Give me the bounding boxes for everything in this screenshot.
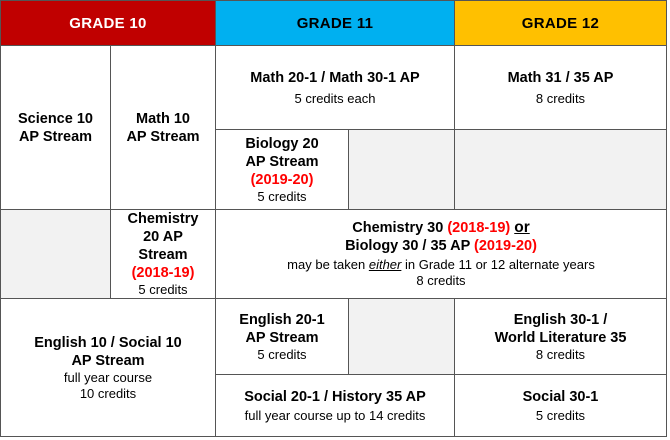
english-10-social-10-cell xyxy=(0,298,216,437)
math-31-cell xyxy=(454,45,667,130)
empty-cell-grade10 xyxy=(0,209,111,299)
grade-11-header xyxy=(215,0,455,46)
social-20-credits: full year course up to 14 credits xyxy=(244,407,426,423)
english-30-credits: 8 credits xyxy=(535,346,586,362)
math-20-title: Math 20-1 / Math 30-1 AP xyxy=(250,69,420,86)
note-either: either xyxy=(368,257,402,272)
social-20-cell xyxy=(215,374,455,437)
english-10-title: English 10 / Social 10 xyxy=(34,334,182,351)
science-10-title: Science 10 xyxy=(18,110,93,127)
chemistry-20-credits: 5 credits xyxy=(138,282,188,297)
math-10-stream: AP Stream xyxy=(126,128,200,145)
social-30-credits: 5 credits xyxy=(535,407,586,423)
english-20-cell xyxy=(215,298,349,375)
biology-20-cell xyxy=(215,129,349,210)
chemistry-30-credits: 8 credits xyxy=(416,273,466,288)
social-30-title: Social 30-1 xyxy=(522,388,599,405)
chemistry-20-title-1: Chemistry xyxy=(127,211,199,227)
grade-12-label: GRADE 12 xyxy=(521,14,600,32)
english-10-stream: AP Stream xyxy=(71,352,145,369)
english-10-duration: full year course xyxy=(63,369,153,385)
math-31-title: Math 31 / 35 AP xyxy=(507,69,614,86)
biology-30-year: (2019-20) xyxy=(474,238,537,254)
science-10-cell xyxy=(0,45,111,210)
chemistry-30-label: Chemistry 30 xyxy=(352,220,444,236)
math-20-cell xyxy=(215,45,455,130)
world-literature-title: World Literature 35 xyxy=(494,329,627,346)
chemistry-20-stream: Stream xyxy=(138,247,188,263)
english-20-stream: AP Stream xyxy=(245,329,319,346)
social-20-title: Social 20-1 / History 35 AP xyxy=(244,388,426,405)
math-20-credits: 5 credits each xyxy=(294,90,376,106)
chemistry-20-title-2: 20 AP xyxy=(143,229,183,245)
math-10-cell xyxy=(110,45,216,210)
english-20-credits: 5 credits xyxy=(257,346,307,362)
science-10-stream: AP Stream xyxy=(18,128,93,145)
math-31-credits: 8 credits xyxy=(535,90,586,106)
grade-11-label: GRADE 11 xyxy=(296,14,374,32)
social-30-cell xyxy=(454,374,667,437)
or-word: or xyxy=(514,219,530,236)
empty-cell-grade12 xyxy=(454,129,667,210)
chemistry-20-cell xyxy=(110,209,216,299)
grade-12-header xyxy=(454,0,667,46)
grade-10-label: GRADE 10 xyxy=(69,14,147,32)
biology-20-credits: 5 credits xyxy=(257,188,307,204)
english-30-title: English 30-1 / xyxy=(513,311,608,328)
grade-10-header xyxy=(0,0,216,46)
biology-20-year: (2019-20) xyxy=(250,171,314,188)
chemistry-20-year: (2018-19) xyxy=(131,265,195,281)
english-10-credits: 10 credits xyxy=(79,385,137,401)
biology-20-title: Biology 20 xyxy=(245,135,319,152)
english-30-cell xyxy=(454,298,667,375)
chemistry-30-biology-30-cell xyxy=(215,209,667,299)
biology-20-stream: AP Stream xyxy=(245,153,319,170)
note-suffix: in Grade 11 or 12 alternate years xyxy=(405,257,595,272)
empty-cell-grade11 xyxy=(348,129,455,210)
english-20-title: English 20-1 xyxy=(239,311,325,328)
note-prefix: may be taken xyxy=(287,257,366,272)
math-10-title: Math 10 xyxy=(136,110,190,127)
biology-30-label: Biology 30 / 35 AP xyxy=(345,238,470,254)
empty-cell-grade11-english xyxy=(348,298,455,375)
chemistry-30-year: (2018-19) xyxy=(447,220,511,236)
